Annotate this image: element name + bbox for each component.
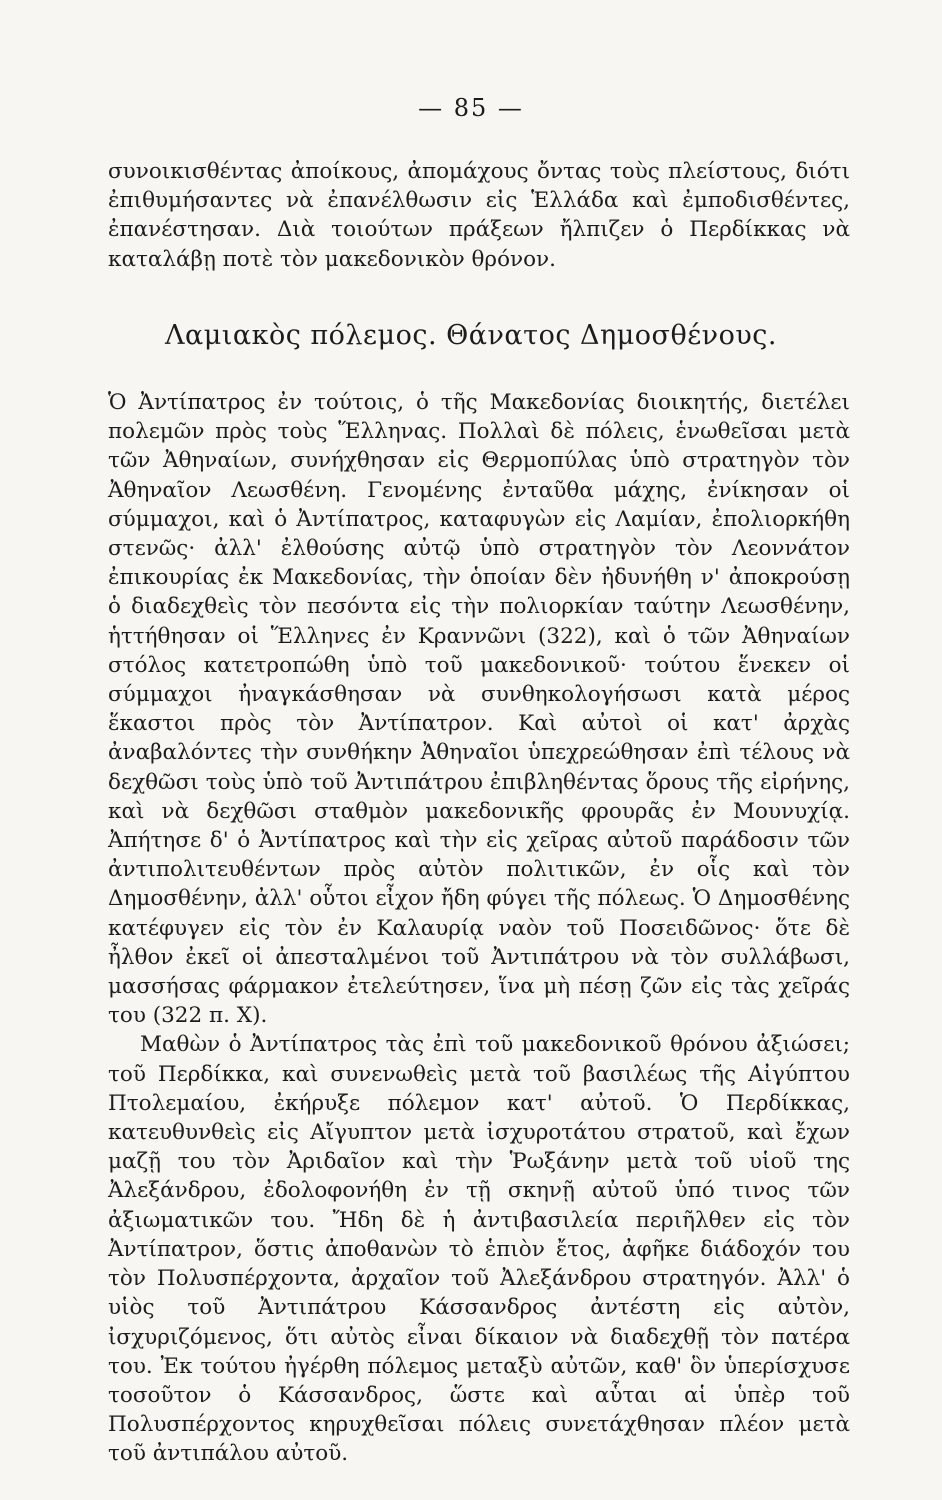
- section-body: [108, 388, 850, 1469]
- body-paragraph-1: Ὁ Ἀντίπατρος ἐν τούτοις, ὁ τῆς Μακεδονίας διοικητής, διετέλει πολεμῶν πρὸς τοὺς Ἕλληνας. Πολλαὶ δὲ πόλεις, ἑνωθεῖσαι μετὰ τῶν Ἀθηναίων, συνήχθησαν εἰς Θερμοπύλας ὑπὸ στρατηγὸν τὸν Ἀθηναῖον Λεωσθένη. Γενομένης ἐνταῦθα μάχης, ἐνίκησαν οἱ σύμμαχοι, καὶ ὁ Ἀντίπατρος, καταφυγὼν εἰς Λαμίαν, ἐπολιορκήθη στενῶς· ἀλλ' ἐλθούσης αὐτῷ ὑπὸ στρατηγὸν τὸν Λεοννάτον ἐπικουρίας ἐκ Μακεδονίας, τὴν ὁποίαν δὲν ἠδυνήθη ν' ἀποκρούσῃ ὁ διαδεχθεὶς τὸν πεσόντα εἰς τὴν πολιορκίαν ταύτην Λεωσθένην, ἡττήθησαν οἱ Ἕλληνες ἐν Κραννῶνι (322), καὶ ὁ τῶν Ἀθηναίων στόλος κατετροπώθη ὑπὸ τοῦ μακεδονικοῦ· τούτου ἕνεκεν οἱ σύμμαχοι ἠναγκάσθησαν νὰ συνθηκολογήσωσι κατὰ μέρος ἕκαστοι πρὸς τὸν Ἀντίπατρον. Καὶ αὐτοὶ οἱ κατ' ἀρχὰς ἀναβαλόντες τὴν συνθήκην Ἀθηναῖοι ὑπεχρεώθησαν ἐπὶ τέλους νὰ δεχθῶσι τοὺς ὑπὸ τοῦ Ἀντιπάτρου ἐπιβληθέντας ὅρους τῆς εἰρήνης, καὶ νὰ δεχθῶσι σταθμὸν μακεδονικῆς φρουρᾶς ἐν Μουνυχίᾳ. Ἀπήτησε δ' ὁ Ἀντίπατρος καὶ τὴν εἰς χεῖρας αὐτοῦ παράδοσιν τῶν ἀντιπολιτευθέντων πρὸς αὐτὸν πολιτικῶν, ἐν οἷς καὶ τὸν Δημοσθένην, ἀλλ' οὗτοι εἶχον ἤδη φύγει τῆς πόλεως. Ὁ Δημοσθένης κατέφυγεν εἰς τὸν ἐν Καλαυρίᾳ ναὸν τοῦ Ποσειδῶνος· ὅτε δὲ ἦλθον ἐκεῖ οἱ ἀπεσταλμένοι τοῦ Ἀντιπάτρου νὰ τὸν συλλάβωσι, μασσήσας φάρμακον ἐτελεύτησεν, ἵνα μὴ πέσῃ ζῶν εἰς τὰς χεῖράς του (322 π. Χ).: [108, 390, 850, 1029]
- page-number: — 85 —: [418, 94, 524, 122]
- section-heading: Λαμιακὸς πόλεμος. Θάνατος Δημοσθένους.: [165, 320, 777, 351]
- continuation-text: συνοικισθέντας ἀποίκους, ἀπομάχους ὄντας τοὺς πλείστους, διότι ἐπιθυμήσαντες νὰ ἐπανέλθωσιν εἰς Ἑλλάδα καὶ ἐμποδισθέντες, ἐπανέστησαν. Διὰ τοιούτων πράξεων ἤλπιζεν ὁ Περδίκκας νὰ καταλάβῃ ποτὲ τὸν μακεδονικὸν θρόνον.: [108, 159, 850, 272]
- continuation-paragraph: [108, 157, 850, 274]
- body-paragraph-2: Μαθὼν ὁ Ἀντίπατρος τὰς ἐπὶ τοῦ μακεδονικοῦ θρόνου ἀξιώσει; τοῦ Περδίκκα, καὶ συνενωθεὶς μετὰ τοῦ βασιλέως τῆς Αἰγύπτου Πτολεμαίου, ἐκήρυξε πόλεμον κατ' αὐτοῦ. Ὁ Περδίκκας, κατευθυνθεὶς εἰς Αἴγυπτον μετὰ ἰσχυροτάτου στρατοῦ, καὶ ἔχων μαζῇ του τὸν Ἀριδαῖον καὶ τὴν Ῥωξάνην μετὰ τοῦ υἱοῦ της Ἀλεξάνδρου, ἐδολοφονήθη ἐν τῇ σκηνῇ αὐτοῦ ὑπό τινος τῶν ἀξιωματικῶν του. Ἤδη δὲ ἡ ἀντιβασιλεία περιῆλθεν εἰς τὸν Ἀντίπατρον, ὅστις ἀποθανὼν τὸ ἑπιὸν ἔτος, ἀφῆκε διάδοχόν του τὸν Πολυσπέρχοντα, ἀρχαῖον τοῦ Ἀλεξάνδρου στρατηγόν. Ἀλλ' ὁ υἱὸς τοῦ Ἀντιπάτρου Κάσσανδρος ἀντέστη εἰς αὐτὸν, ἰσχυριζόμενος, ὅτι αὐτὸς εἶναι δίκαιον νὰ διαδεχθῇ τὸν πατέρα του. Ἐκ τούτου ἠγέρθη πόλεμος μεταξὺ αὐτῶν, καθ' ὃν ὑπερίσχυσε τοσοῦτον ὁ Κάσσανδρος, ὥστε καὶ αὗται αἱ ὑπὲρ τοῦ Πολυσπέρχοντος κηρυχθεῖσαι πόλεις συνετάχθησαν πλέον μετὰ τοῦ ἀντιπάλου αὐτοῦ.: [108, 1032, 850, 1467]
